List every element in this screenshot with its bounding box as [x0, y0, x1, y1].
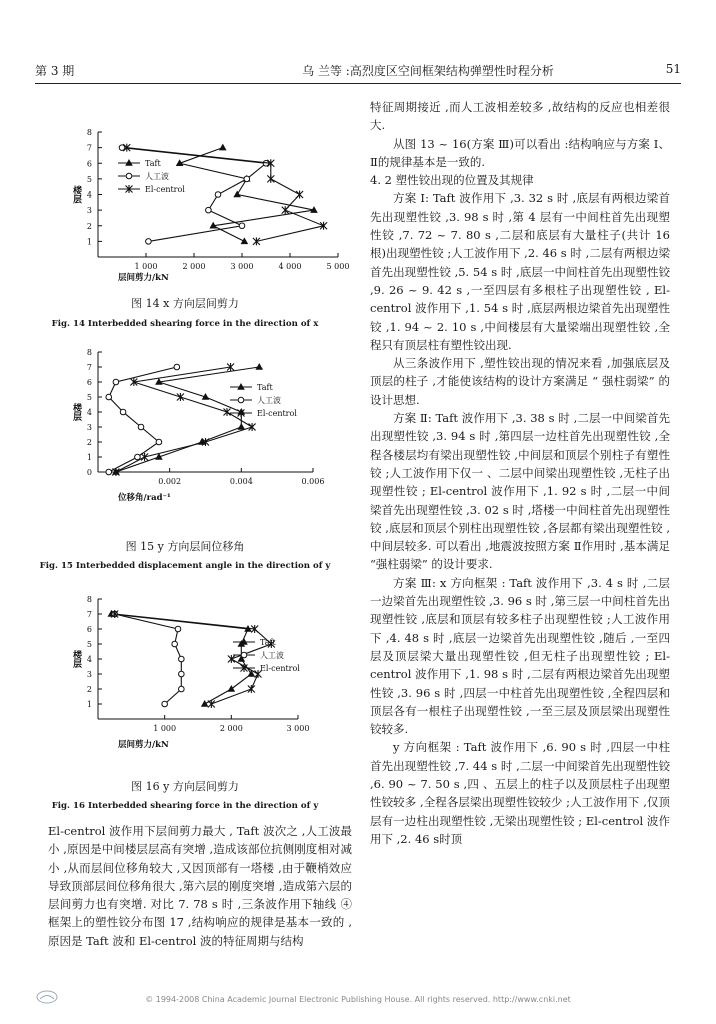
y-tick-label: 3: [86, 423, 92, 432]
data-point: [201, 700, 209, 707]
fig15-caption-cn: 图 15 y 方向层间位移角: [125, 540, 245, 553]
legend-label: 人工波: [260, 651, 284, 660]
data-point: [208, 700, 215, 708]
right-paragraph-0: 特征周期接近 ,而人工波相差较多 ,故结构的反应也相差很大.: [370, 100, 670, 133]
y-tick-label: 3: [86, 206, 92, 216]
y-axis-label: 楼层: [71, 650, 81, 668]
legend-label: Taft: [257, 383, 273, 392]
data-point: [179, 686, 185, 692]
right-paragraph-4: 方案 Ⅱ: Taft 波作用下 ,3. 38 s 时 ,二层一中间梁首先出现塑性铰 ,3. 94 s 时 ,第四层一边柱首先出现塑性铰 ,全程各楼层均有梁出现塑性铰 ,中间层和顶层个别柱子有塑性铰 ;人工波作用下仅一 、二层中间梁出现塑性铰 ,无柱子出现塑性铰 ; El-centrol 波作用下 ,1. 92 s 时 ,二层一中间梁首先出现塑性铰 ,3. 02 s 时 ,塔楼一中间柱首先出现塑性铰 ,底层和顶层个别柱出现塑性铰 ,各层都有梁出现塑性铰 ,中间层较多. 可以看出 ,地震波按照方案 Ⅱ作用时 ,基本满足 “强柱弱梁” 的设计要求.: [370, 411, 670, 572]
data-point: [175, 626, 181, 632]
data-point: [138, 424, 144, 430]
data-point: [239, 223, 245, 229]
data-point: [215, 192, 221, 198]
data-point: [219, 144, 227, 151]
right-paragraph-2: 方案 Ⅰ: Taft 波作用下 ,3. 32 s 时 ,底层有两根边梁首先出现塑性铰 ,3. 98 s 时 ,第 4 层有一中间柱首先出现塑性铰 ,7. 72 ~ 7. 80 s ,二层和底层有大量柱子(共计 16 根)出现塑性铰 ;人工波作用下 ,2. 46 s 时 ,二层有两根边梁首先出现塑性铰 ,5. 54 s 时 ,底层一中间柱首先出现塑性铰 ,9. 26 ~ 9. 42 s ,一至四层有多根柱子出现塑性铰 , El-centrol 波作用下 ,1. 54 s 时 ,底层两根边梁首先出现塑性铰 ,1. 94 ~ 2. 10 s ,中间楼层有大量梁端出现塑性铰 ,全程只有顶层柱有塑性铰出现.: [370, 191, 670, 352]
left-column-text: [48, 822, 352, 950]
data-point: [162, 701, 168, 707]
page-number: 51: [665, 62, 681, 76]
chart-fig15: [40, 340, 340, 530]
data-point: [119, 145, 125, 151]
fig16-caption-cn: 图 16 y 方向层间剪力: [131, 780, 239, 793]
data-point: [244, 176, 250, 182]
legend-label: El-centrol: [260, 664, 300, 673]
data-point: [206, 207, 212, 213]
running-title: 乌 兰等 :高烈度区空间框架结构弹塑性时程分析: [302, 64, 554, 78]
x-tick-label: 3 000: [286, 724, 310, 733]
legend-marker: [125, 159, 133, 166]
y-tick-label: 8: [86, 348, 92, 357]
y-tick-label: 2: [86, 438, 92, 447]
y-axis-label: 楼层: [71, 403, 81, 421]
data-point: [233, 191, 241, 198]
fig14-caption-en: Fig. 14 Interbedded shearing force in the direction of x: [51, 319, 319, 329]
y-tick-label: 1: [86, 453, 92, 462]
x-axis-label: 位移角/rad⁻¹: [118, 493, 171, 503]
y-tick-label: 2: [86, 221, 92, 231]
data-point: [177, 393, 184, 401]
y-tick-label: 0: [86, 468, 92, 477]
y-tick-label: 4: [86, 655, 92, 664]
x-tick-label: 1 000: [134, 262, 158, 271]
data-point: [135, 454, 141, 460]
y-tick-label: 6: [86, 159, 92, 169]
legend-label: 人工波: [145, 172, 169, 181]
legend-label: El-centrol: [145, 185, 185, 194]
data-point: [255, 363, 263, 370]
x-axis-label: 层间剪力/kN: [118, 273, 169, 283]
data-point: [156, 439, 162, 445]
fig16-caption-en: Fig. 16 Interbedded shearing force in the direction of y: [51, 801, 319, 811]
fig15-caption-en: Fig. 15 Interbedded displacement angle in the direction of y: [39, 561, 331, 571]
y-tick-label: 7: [86, 363, 92, 372]
data-point: [120, 409, 126, 415]
legend-marker: [238, 397, 244, 403]
header-rule: [35, 83, 681, 84]
data-point: [228, 655, 235, 663]
data-point: [106, 469, 112, 475]
y-tick-label: 2: [86, 685, 92, 694]
right-column-text: [370, 98, 670, 848]
x-tick-label: 3 000: [230, 262, 254, 271]
y-axis-label: 楼层: [71, 185, 81, 204]
x-tick-label: 0.004: [229, 477, 253, 486]
x-axis-label: 层间剪力/kN: [118, 740, 169, 750]
y-tick-label: 5: [86, 393, 92, 402]
left-paragraph: El-centrol 波作用下层间剪力最大 , Taft 波次之 ,人工波最小 ,原因是中间楼层层高有突增 ,造成该部位抗侧刚度相对减小 ,从而层间位移角较大 ,又因顶部有一塔楼 ,由于鞭梢效应导致顶部层间位移角很大 ,第六层的刚度突增 ,造成第六层的层间剪力也有突增. 对比 7. 78 s 时 ,三条波作用下轴线 ④框架上的塑性铰分布图 17 ,结构响应的规律是基本一致的 ,原因是 Taft 波和 El-centrol 波的特征周期与结构: [48, 824, 352, 948]
right-paragraph-3: 从三条波作用下 ,塑性铰出现的情况来看 ,加强底层及顶层的柱子 ,才能使该结构的设计方案满足 “ 强柱弱梁” 的设计思想.: [370, 356, 670, 407]
data-point: [282, 206, 289, 214]
legend-marker: [126, 173, 132, 179]
y-tick-label: 7: [86, 610, 92, 619]
x-tick-label: 2 000: [219, 724, 243, 733]
y-tick-label: 4: [86, 190, 92, 200]
data-point: [224, 408, 231, 416]
legend-label: Taft: [260, 638, 276, 647]
right-paragraph-5: 方案 Ⅲ: x 方向框架 : Taft 波作用下 ,3. 4 s 时 ,二层一边梁首先出现塑性铰 ,3. 96 s 时 ,第三层一中间柱首先出现塑性铰 ,底层和顶层有较多柱子出现塑性铰 ;人工波作用下 ,4. 48 s 时 ,底层一边梁首先出现塑性铰 ,随后 ,一至四层及顶层梁大量出现塑性铰 ,但无柱子出现塑性铰 ; El-centrol 波作用下 ,1. 98 s 时 ,二层有两根边梁首先出现塑性铰 ,3. 96 s 时 ,四层一中柱首先出现塑性铰 ,全程四层和顶层各有一根柱子出现塑性铰 ,一至三层及顶层梁出现塑性铰较多.: [370, 575, 670, 737]
y-tick-label: 5: [86, 174, 92, 184]
series-line-人工波: [115, 614, 182, 704]
y-tick-label: 6: [86, 625, 92, 634]
y-tick-label: 8: [86, 595, 92, 604]
right-paragraph-1: 从图 13 ~ 16(方案 Ⅲ)可以看出 :结构响应与方案 Ⅰ、Ⅱ的规律基本是一致的.: [370, 136, 670, 169]
data-point: [141, 453, 148, 461]
data-point: [249, 423, 256, 431]
cnki-logo-icon: [36, 990, 58, 1004]
data-point: [172, 641, 178, 647]
x-tick-label: 2 000: [182, 262, 206, 271]
y-tick-label: 1: [86, 700, 92, 709]
x-tick-label: 0.006: [301, 477, 325, 486]
section-heading: 4. 2 塑性铰出现的位置及其规律: [370, 173, 534, 188]
right-paragraph-6: y 方向框架 : Taft 波作用下 ,6. 90 s 时 ,四层一中柱首先出现塑性铰 ,7. 44 s 时 ,二层一中间梁首先出现塑性铰 ,6. 90 ~ 7. 50 s ,四 、五层上的柱子以及顶层柱子出现塑性铰较多 ,全程各层梁出现塑性铰较少 ;人工波作用下 ,仅顶层有一边柱出现塑性铰 ,无梁出现塑性铰 ; El-centrol 波作用下 ,2. 46 s时顶: [370, 740, 670, 846]
data-point: [267, 175, 274, 183]
x-tick-label: 5 000: [326, 262, 350, 271]
x-tick-label: 0.002: [158, 477, 182, 486]
y-tick-label: 7: [86, 143, 92, 153]
data-point: [146, 239, 152, 245]
data-point: [296, 191, 303, 199]
y-tick-label: 4: [86, 408, 92, 417]
data-point: [238, 423, 246, 430]
data-point: [174, 364, 180, 370]
issue-label: 第 3 期: [35, 64, 75, 78]
data-point: [320, 222, 327, 230]
legend-marker: [241, 652, 247, 658]
data-point: [179, 656, 185, 662]
y-tick-label: 6: [86, 378, 92, 387]
data-point: [248, 685, 255, 693]
data-point: [113, 379, 119, 385]
copyright-footer: © 1994-2008 China Academic Journal Electronic Publishing House. All rights reserved. http://www.cnki.net: [145, 995, 571, 1004]
fig14-caption-cn: 图 14 x 方向层间剪力: [131, 297, 239, 310]
legend-marker: [237, 383, 245, 390]
legend-label: 人工波: [257, 396, 281, 405]
y-tick-label: 1: [86, 237, 92, 247]
y-tick-label: 3: [86, 670, 92, 679]
data-point: [241, 237, 249, 244]
data-point: [106, 394, 112, 400]
x-tick-label: 4 000: [278, 262, 302, 271]
legend-label: Taft: [145, 159, 161, 168]
chart-fig14: [40, 95, 350, 295]
chart-fig16: [40, 582, 340, 767]
data-point: [228, 685, 236, 692]
y-tick-label: 8: [86, 128, 92, 137]
y-tick-label: 5: [86, 640, 92, 649]
x-tick-label: 1 000: [153, 724, 177, 733]
data-point: [179, 671, 185, 677]
legend-label: El-centrol: [257, 409, 297, 418]
running-header: [35, 62, 681, 82]
